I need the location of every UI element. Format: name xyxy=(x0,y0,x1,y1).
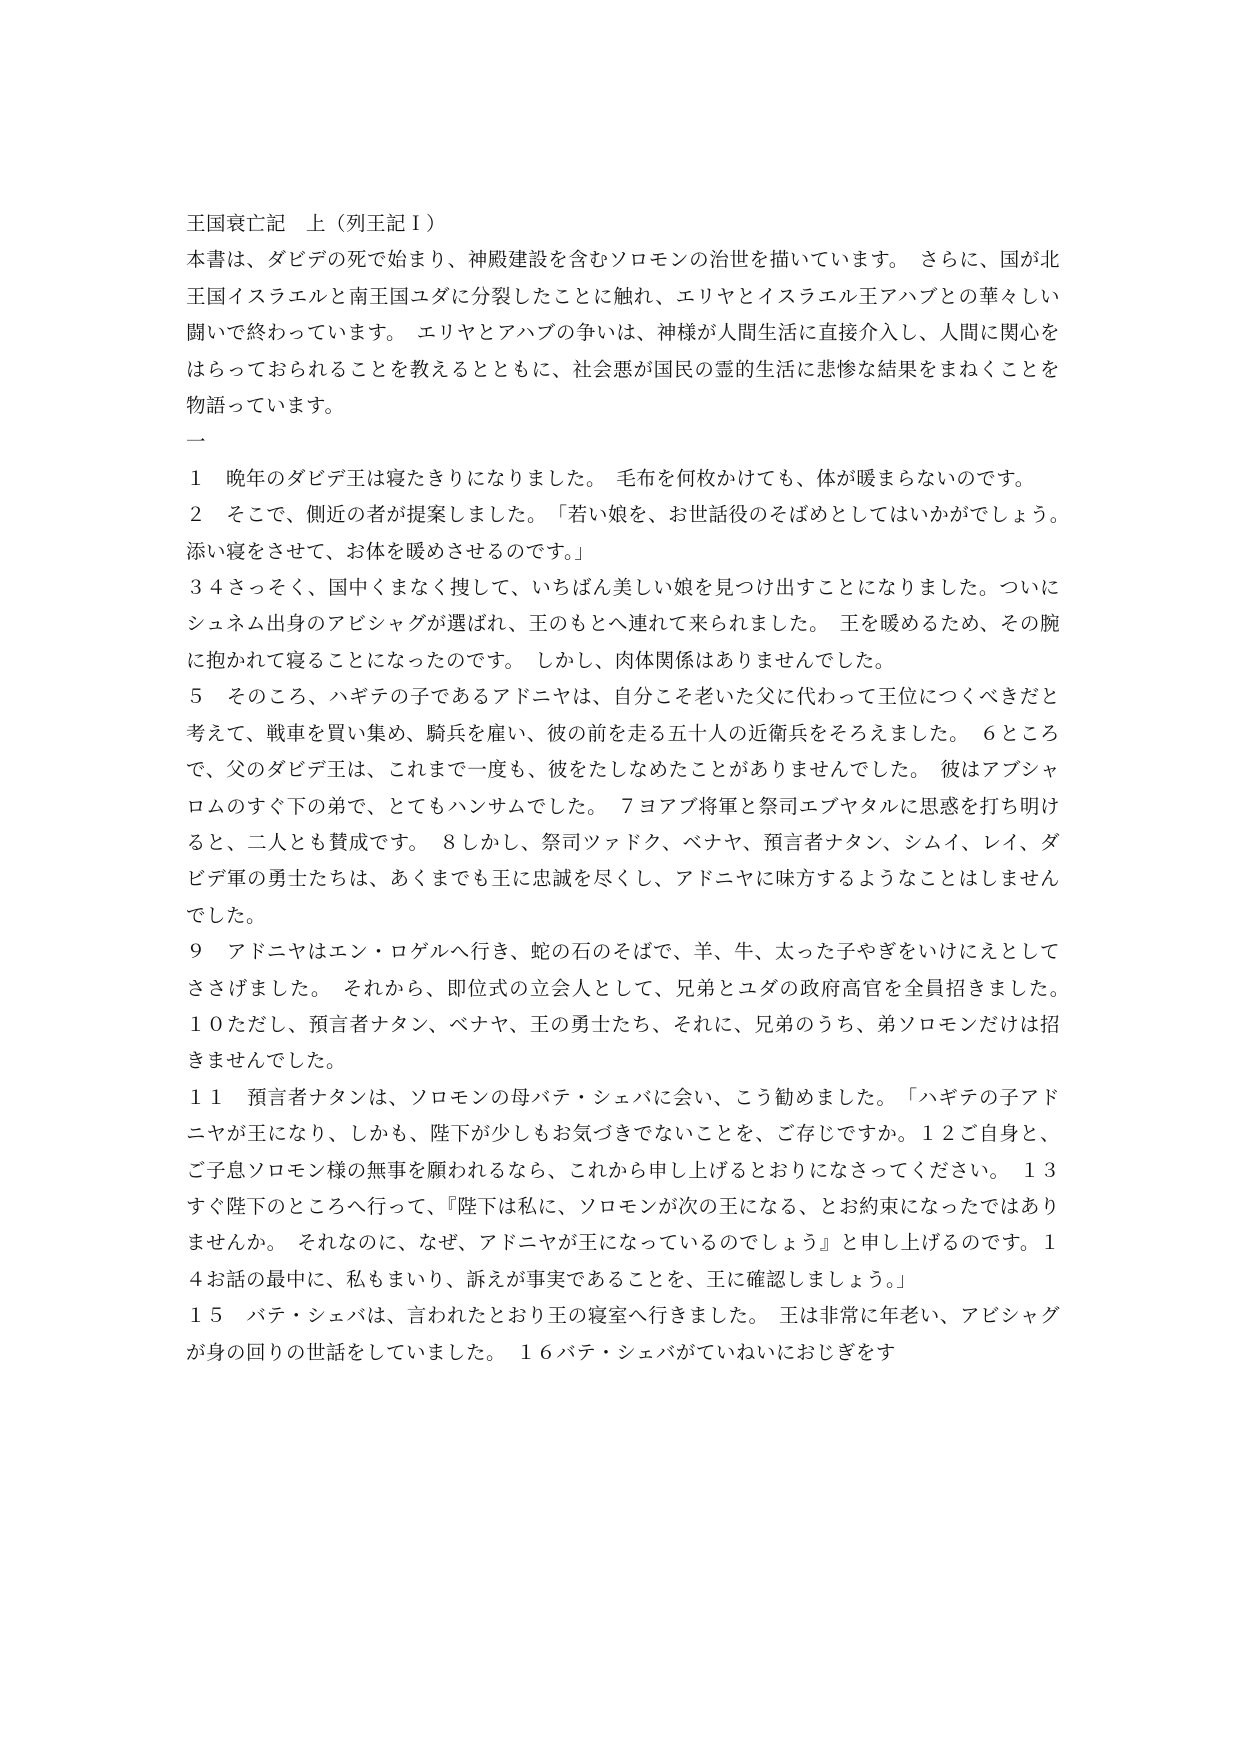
document-title: 王国衰亡記 上（列王記Ｉ） xyxy=(186,212,447,235)
verse-paragraph: １１ 預言者ナタンは、ソロモンの母バテ・シェバに会い、こう勧めました。 「ハギテの子アドニヤが王になり、しかも、陛下が少しもお気づきでないことを、ご存じですか。１２ご自身と、ご子息ソロモン様の無事を願われるなら、これから申し上げるとおりになさってください。 １３すぐ陛下のところへ行って、『陛下は私に、ソロモンが次の王になる、とお約束になったではありませんか。 それなのに、なぜ、アドニヤが王になっているのでしょう』と申し上げるのです。１４お話の最中に、私もまいり、訴えが事実であることを、王に確認しましょう。」 xyxy=(186,1085,1060,1291)
verse-paragraph: ２ そこで、側近の者が提案しました。 「若い娘を、お世話役のそばめとしてはいかがでしょう。 添い寝をさせて、お体を暖めさせるのです。」 xyxy=(186,503,1081,563)
intro-paragraph: 本書は、ダビデの死で始まり、神殿建設を含むソロモンの治世を描いています。 さらに、国が北王国イスラエルと南王国ユダに分裂したことに触れ、エリヤとイスラエル王アハブとの華々しい闘いで終わっています。 エリヤとアハブの争いは、神様が人間生活に直接介入し、人間に関心をはらっておられることを教えるとともに、社会悪が国民の霊的生活に悲惨な結果をまねくことを物語っています。 xyxy=(186,248,1060,418)
document-page xyxy=(186,206,1081,1371)
verse-paragraph: １５ バテ・シェバは、言われたとおり王の寝室へ行きました。 王は非常に年老い、アビシャグが身の回りの世話をしていました。 １６バテ・シェバがていねいにおじぎをす xyxy=(186,1304,1060,1364)
chapter-heading: 一 xyxy=(186,430,207,454)
verse-paragraph: ９ アドニヤはエン・ロゲルへ行き、蛇の石のそばで、羊、牛、太った子やぎをいけにえとしてささげました。 それから、即位式の立会人として、兄弟とユダの政府高官を全員招きました。 １０ただし、預言者ナタン、ベナヤ、王の勇士たち、それに、兄弟のうち、弟ソロモンだけは招きませんでした。 xyxy=(186,940,1081,1073)
verse-paragraph: ３４さっそく、国中くまなく捜して、いちばん美しい娘を見つけ出すことになりました。ついにシュネム出身のアビシャグが選ばれ、王のもとへ連れて来られました。 王を暖めるため、その腕に抱かれて寝ることになったのです。 しかし、肉体関係はありませんでした。 xyxy=(186,576,1060,672)
verse-paragraph: １ 晩年のダビデ王は寝たきりになりました。 毛布を何枚かけても、体が暖まらないのです。 xyxy=(186,466,1035,490)
verse-paragraph: ５ そのころ、ハギテの子であるアドニヤは、自分こそ老いた父に代わって王位につくべきだと考えて、戦車を買い集め、騎兵を雇い、彼の前を走る五十人の近衛兵をそろえました。 ６ところで、父のダビデ王は、これまで一度も、彼をたしなめたことがありませんでした。 彼はアブシャロムのすぐ下の弟で、とてもハンサムでした。 ７ヨアブ将軍と祭司エブヤタルに思惑を打ち明けると、二人とも賛成です。 ８しかし、祭司ツァドク、ベナヤ、預言者ナタン、シムイ、レイ、ダビデ軍の勇士たちは、あくまでも王に忠誠を尽くし、アドニヤに味方するようなことはしませんでした。 xyxy=(186,685,1060,927)
